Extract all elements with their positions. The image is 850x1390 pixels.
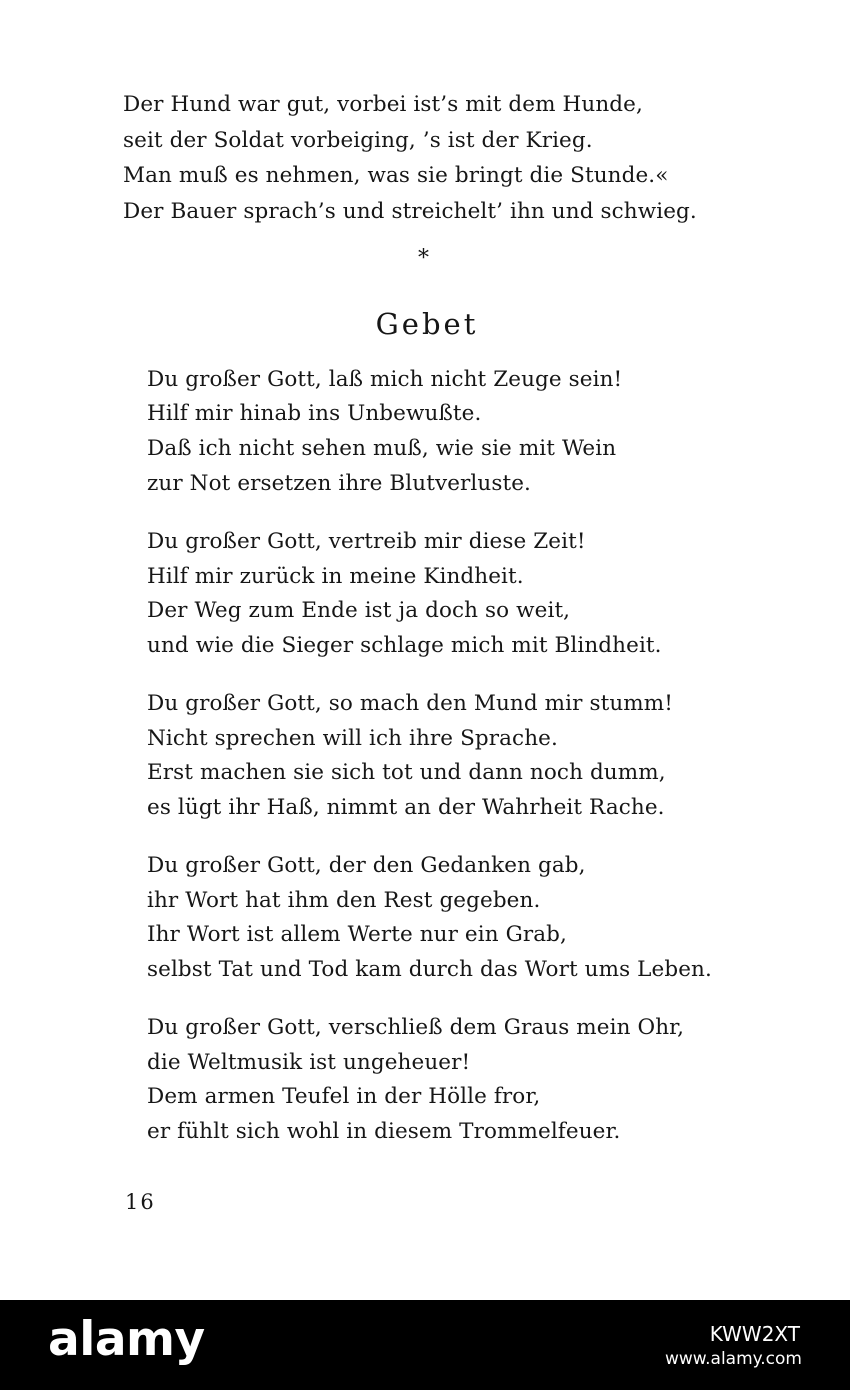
- page-number: 16: [125, 1190, 156, 1214]
- intro-line-2: seit der Soldat vorbeiging, ’s ist der Krieg.: [123, 128, 593, 153]
- stanza-4-line-4: selbst Tat und Tod kam durch das Wort ums Leben.: [147, 957, 712, 982]
- stanza-1-line-1: Du großer Gott, laß mich nicht Zeuge sein!: [147, 367, 623, 392]
- stanza-5-line-3: Dem armen Teufel in der Hölle fror,: [147, 1084, 541, 1109]
- section-separator: *: [418, 246, 429, 271]
- stanza-1-line-2: Hilf mir hinab ins Unbewußte.: [147, 401, 482, 426]
- poem-title: Gebet: [375, 307, 479, 341]
- stanza-5-line-1: Du großer Gott, verschließ dem Graus mein Ohr,: [147, 1015, 685, 1040]
- stanza-4-line-3: Ihr Wort ist allem Werte nur ein Grab,: [147, 922, 567, 947]
- alamy-logo: alamy: [48, 1312, 205, 1367]
- stanza-4-line-1: Du großer Gott, der den Gedanken gab,: [147, 853, 586, 878]
- stanza-3-line-3: Erst machen sie sich tot und dann noch dumm,: [147, 760, 666, 785]
- footer-url: www.alamy.com: [664, 1349, 802, 1369]
- stanza-2-line-2: Hilf mir zurück in meine Kindheit.: [147, 564, 524, 589]
- watermark-footer: [0, 1300, 850, 1390]
- stanza-2-line-1: Du großer Gott, vertreib mir diese Zeit!: [147, 529, 586, 554]
- stanza-5-line-4: er fühlt sich wohl in diesem Trommelfeuer.: [147, 1119, 621, 1144]
- stanza-1-line-3: Daß ich nicht sehen muß, wie sie mit Wein: [147, 436, 617, 461]
- stanza-3-line-4: es lügt ihr Haß, nimmt an der Wahrheit Rache.: [147, 795, 665, 820]
- stanza-1-line-4: zur Not ersetzen ihre Blutverluste.: [147, 471, 531, 496]
- stanza-3-line-1: Du großer Gott, so mach den Mund mir stumm!: [147, 691, 673, 716]
- image-id: KWW2XT: [709, 1322, 800, 1346]
- stanza-2-line-4: und wie die Sieger schlage mich mit Blindheit.: [147, 633, 662, 658]
- intro-line-4: Der Bauer sprach’s und streichelt’ ihn und schwieg.: [123, 199, 697, 224]
- stanza-2-line-3: Der Weg zum Ende ist ja doch so weit,: [147, 598, 571, 623]
- stanza-3-line-2: Nicht sprechen will ich ihre Sprache.: [147, 726, 558, 751]
- intro-line-3: Man muß es nehmen, was sie bringt die Stunde.«: [123, 163, 669, 188]
- intro-line-1: Der Hund war gut, vorbei ist’s mit dem Hunde,: [123, 92, 643, 117]
- stanza-4-line-2: ihr Wort hat ihm den Rest gegeben.: [147, 888, 541, 913]
- stanza-5-line-2: die Weltmusik ist ungeheuer!: [147, 1050, 471, 1075]
